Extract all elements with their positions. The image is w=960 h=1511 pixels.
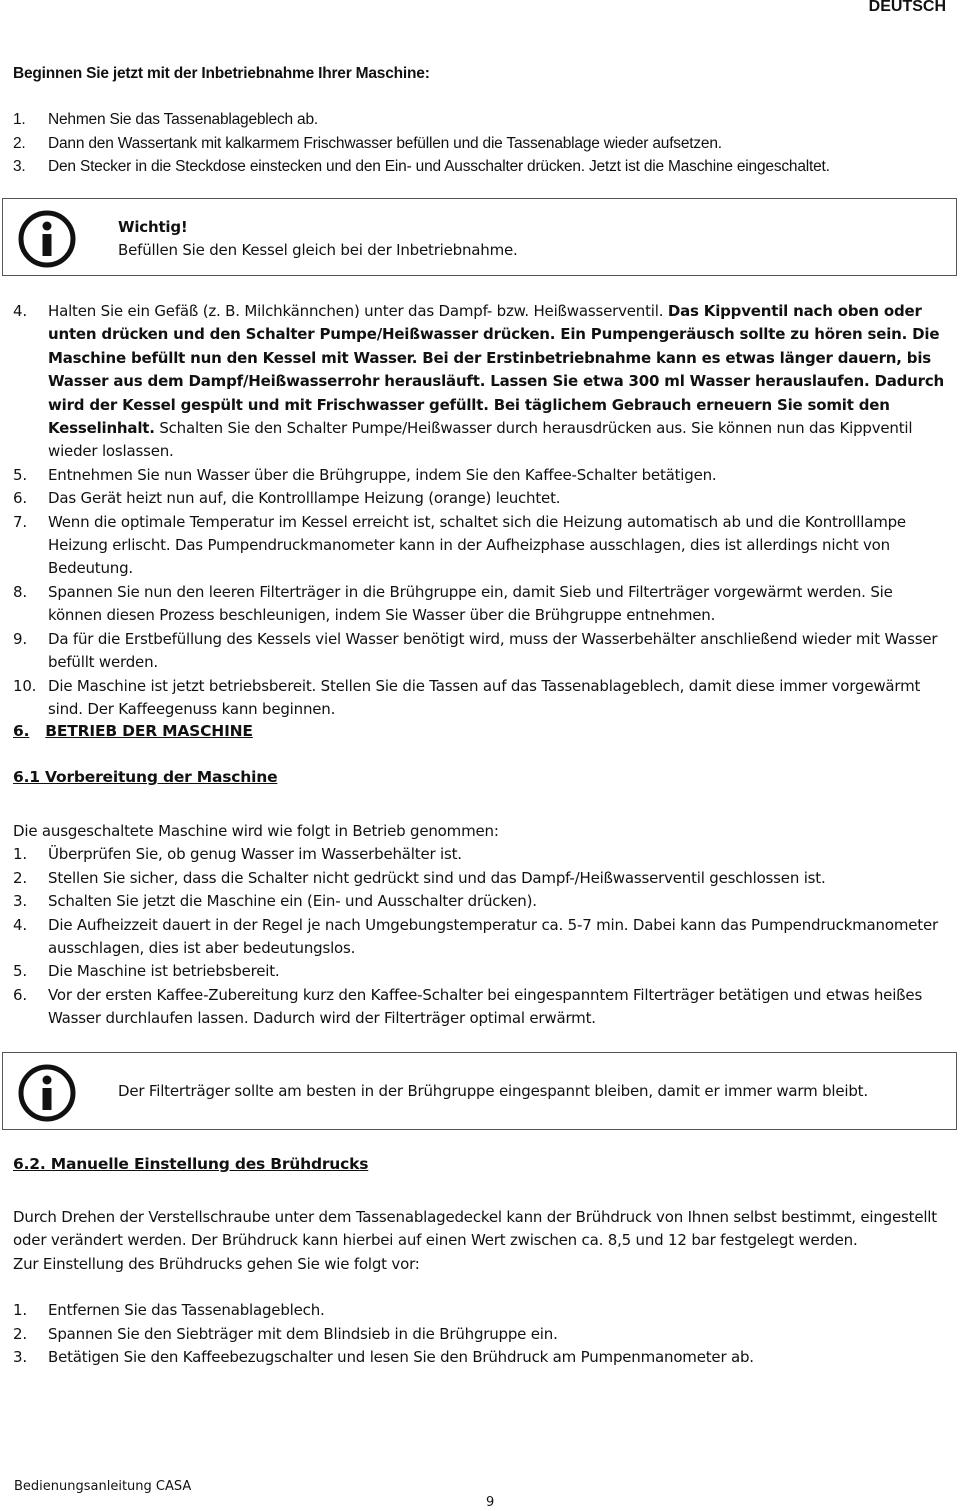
footer-title: Bedienungsanleitung CASA (14, 1479, 192, 1494)
info-title: Wichtig! (118, 218, 188, 236)
list-item: 1. Nehmen Sie das Tassenablageblech ab. (13, 111, 318, 129)
info-box-important (2, 198, 957, 276)
list-item: 6. Vor der ersten Kaffee-Zubereitung kurz den Kaffee-Schalter bei eingespanntem Filterträger betätigen und etwas heißes Wasser durchlaufen lassen. Dadurch wird der Filterträger optimal erwärmt. (13, 985, 923, 1028)
section-6-heading: 6. BETRIEB DER MASCHINE (13, 722, 253, 740)
section-6-2-body (13, 1206, 948, 1369)
info-text: Der Filterträger sollte am besten in der Brühgruppe eingespannt bleiben, damit er immer warm bleibt. (118, 1082, 868, 1100)
list-item: 5. Entnehmen Sie nun Wasser über die Brühgruppe, indem Sie den Kaffee-Schalter betätigen. (13, 465, 717, 484)
info-text: Befüllen Sie den Kessel gleich bei der Inbetriebnahme. (118, 241, 518, 260)
list-item: 3. Schalten Sie jetzt die Maschine ein (Ein- und Ausschalter drücken). (13, 892, 537, 911)
list-item: 10. Die Maschine ist jetzt betriebsbereit. Stellen Sie die Tassen auf das Tassenablageblech, damit diese immer vorgewärmt sind. Der Kaffeegenuss kann beginnen. (13, 676, 921, 718)
list-item: 2. Stellen Sie sicher, dass die Schalter nicht gedrückt sind und das Dampf-/Heißwasserventil geschlossen ist. (13, 868, 826, 887)
page-number: 9 (486, 1495, 495, 1510)
list-item: 3. Den Stecker in die Steckdose einstecken und den Ein- und Ausschalter drücken. Jetzt ist die Maschine eingeschaltet. (13, 158, 830, 176)
list-item: 6. Das Gerät heizt nun auf, die Kontrolllampe Heizung (orange) leuchtet. (13, 489, 561, 508)
intro-steps (13, 108, 953, 178)
list-item: 4. Die Aufheizzeit dauert in der Regel je nach Umgebungstemperatur ca. 5-7 min. Dabei kann das Pumpendruckmanometer ausschlagen, dies ist aber bedeutungslos. (13, 915, 938, 958)
section-6-2-heading: 6.2. Manuelle Einstellung des Brühdrucks (13, 1155, 369, 1173)
info-icon (17, 1063, 77, 1123)
language-header: DEUTSCH (868, 0, 946, 15)
list-item: 5. Die Maschine ist betriebsbereit. (13, 962, 280, 981)
section-6-1-body (13, 820, 948, 1031)
info-box-filter (2, 1052, 957, 1130)
section-6-1-heading: 6.1 Vorbereitung der Maschine (13, 768, 278, 786)
info-icon (17, 209, 77, 269)
list-item: 1. Entfernen Sie das Tassenablageblech. (13, 1301, 325, 1320)
list-item: 8. Spannen Sie nun den leeren Filterträger in die Brühgruppe ein, damit Sieb und Filterträger vorgewärmt werden. Sie können diesen Prozess beschleunigen, indem Sie Wasser über die Brühgruppe entnehmen. (13, 582, 893, 625)
steps-continued (13, 300, 948, 721)
section-6-2-lead: Zur Einstellung des Brühdrucks gehen Sie wie folgt vor: (13, 1254, 420, 1273)
section-6-1-intro: Die ausgeschaltete Maschine wird wie folgt in Betrieb genommen: (13, 822, 499, 840)
intro-section (13, 62, 953, 179)
list-item: 7. Wenn die optimale Temperatur im Kessel erreicht ist, schaltet sich die Heizung automatisch ab und die Kontrolllampe Heizung erlischt. Das Pumpendruckmanometer kann in der Aufheizphase ausschlagen, dies ist allerdings nicht von Bedeutung. (13, 512, 906, 578)
section-6-2-para: Durch Drehen der Verstellschraube unter dem Tassenablagedeckel kann der Brühdruck von Ihnen selbst bestimmt, eingestellt oder verändert werden. Der Brühdruck kann hierbei auf einen Wert zwischen ca. 8,5 und 12 bar festgelegt werden. (13, 1208, 937, 1250)
list-item: 4. Halten Sie ein Gefäß (z. B. Milchkännchen) unter das Dampf- bzw. Heißwasserventil. Das Kippventil nach oben oder unten drücken und den Schalter Pumpe/Heißwasser drücken. Ein Pumpengeräusch sollte zu hören sein. Die Maschine befüllt nun den Kessel mit Wasser. Bei der Erstinbetriebnahme kann es etwas länger dauern, bis Wasser aus dem Dampf/Heißwasserrohr herausläuft. Lassen Sie etwa 300 ml Wasser herauslaufen. Dadurch wird der Kessel gespült und mit Frischwasser gefüllt. Bei täglichem Gebrauch erneuern Sie somit den Kesselinhalt. Schalten Sie den Schalter Pumpe/Heißwasser durch herausdrücken aus. Sie können nun das Kippventil wieder loslassen. (13, 302, 945, 461)
list-item: 3. Betätigen Sie den Kaffeebezugschalter und lesen Sie den Brühdruck am Pumpenmanometer ab. (13, 1348, 754, 1367)
list-item: 1. Überprüfen Sie, ob genug Wasser im Wasserbehälter ist. (13, 845, 462, 864)
list-item: 2. Dann den Wassertank mit kalkarmem Frischwasser befüllen und die Tassenablage wieder aufsetzen. (13, 134, 722, 152)
list-item: 2. Spannen Sie den Siebträger mit dem Blindsieb in die Brühgruppe ein. (13, 1324, 558, 1343)
list-item: 9. Da für die Erstbefüllung des Kessels viel Wasser benötigt wird, muss der Wasserbehälter anschließend wieder mit Wasser befüllt werden. (13, 629, 938, 672)
intro-title: Beginnen Sie jetzt mit der Inbetriebnahme Ihrer Maschine: (13, 65, 430, 82)
